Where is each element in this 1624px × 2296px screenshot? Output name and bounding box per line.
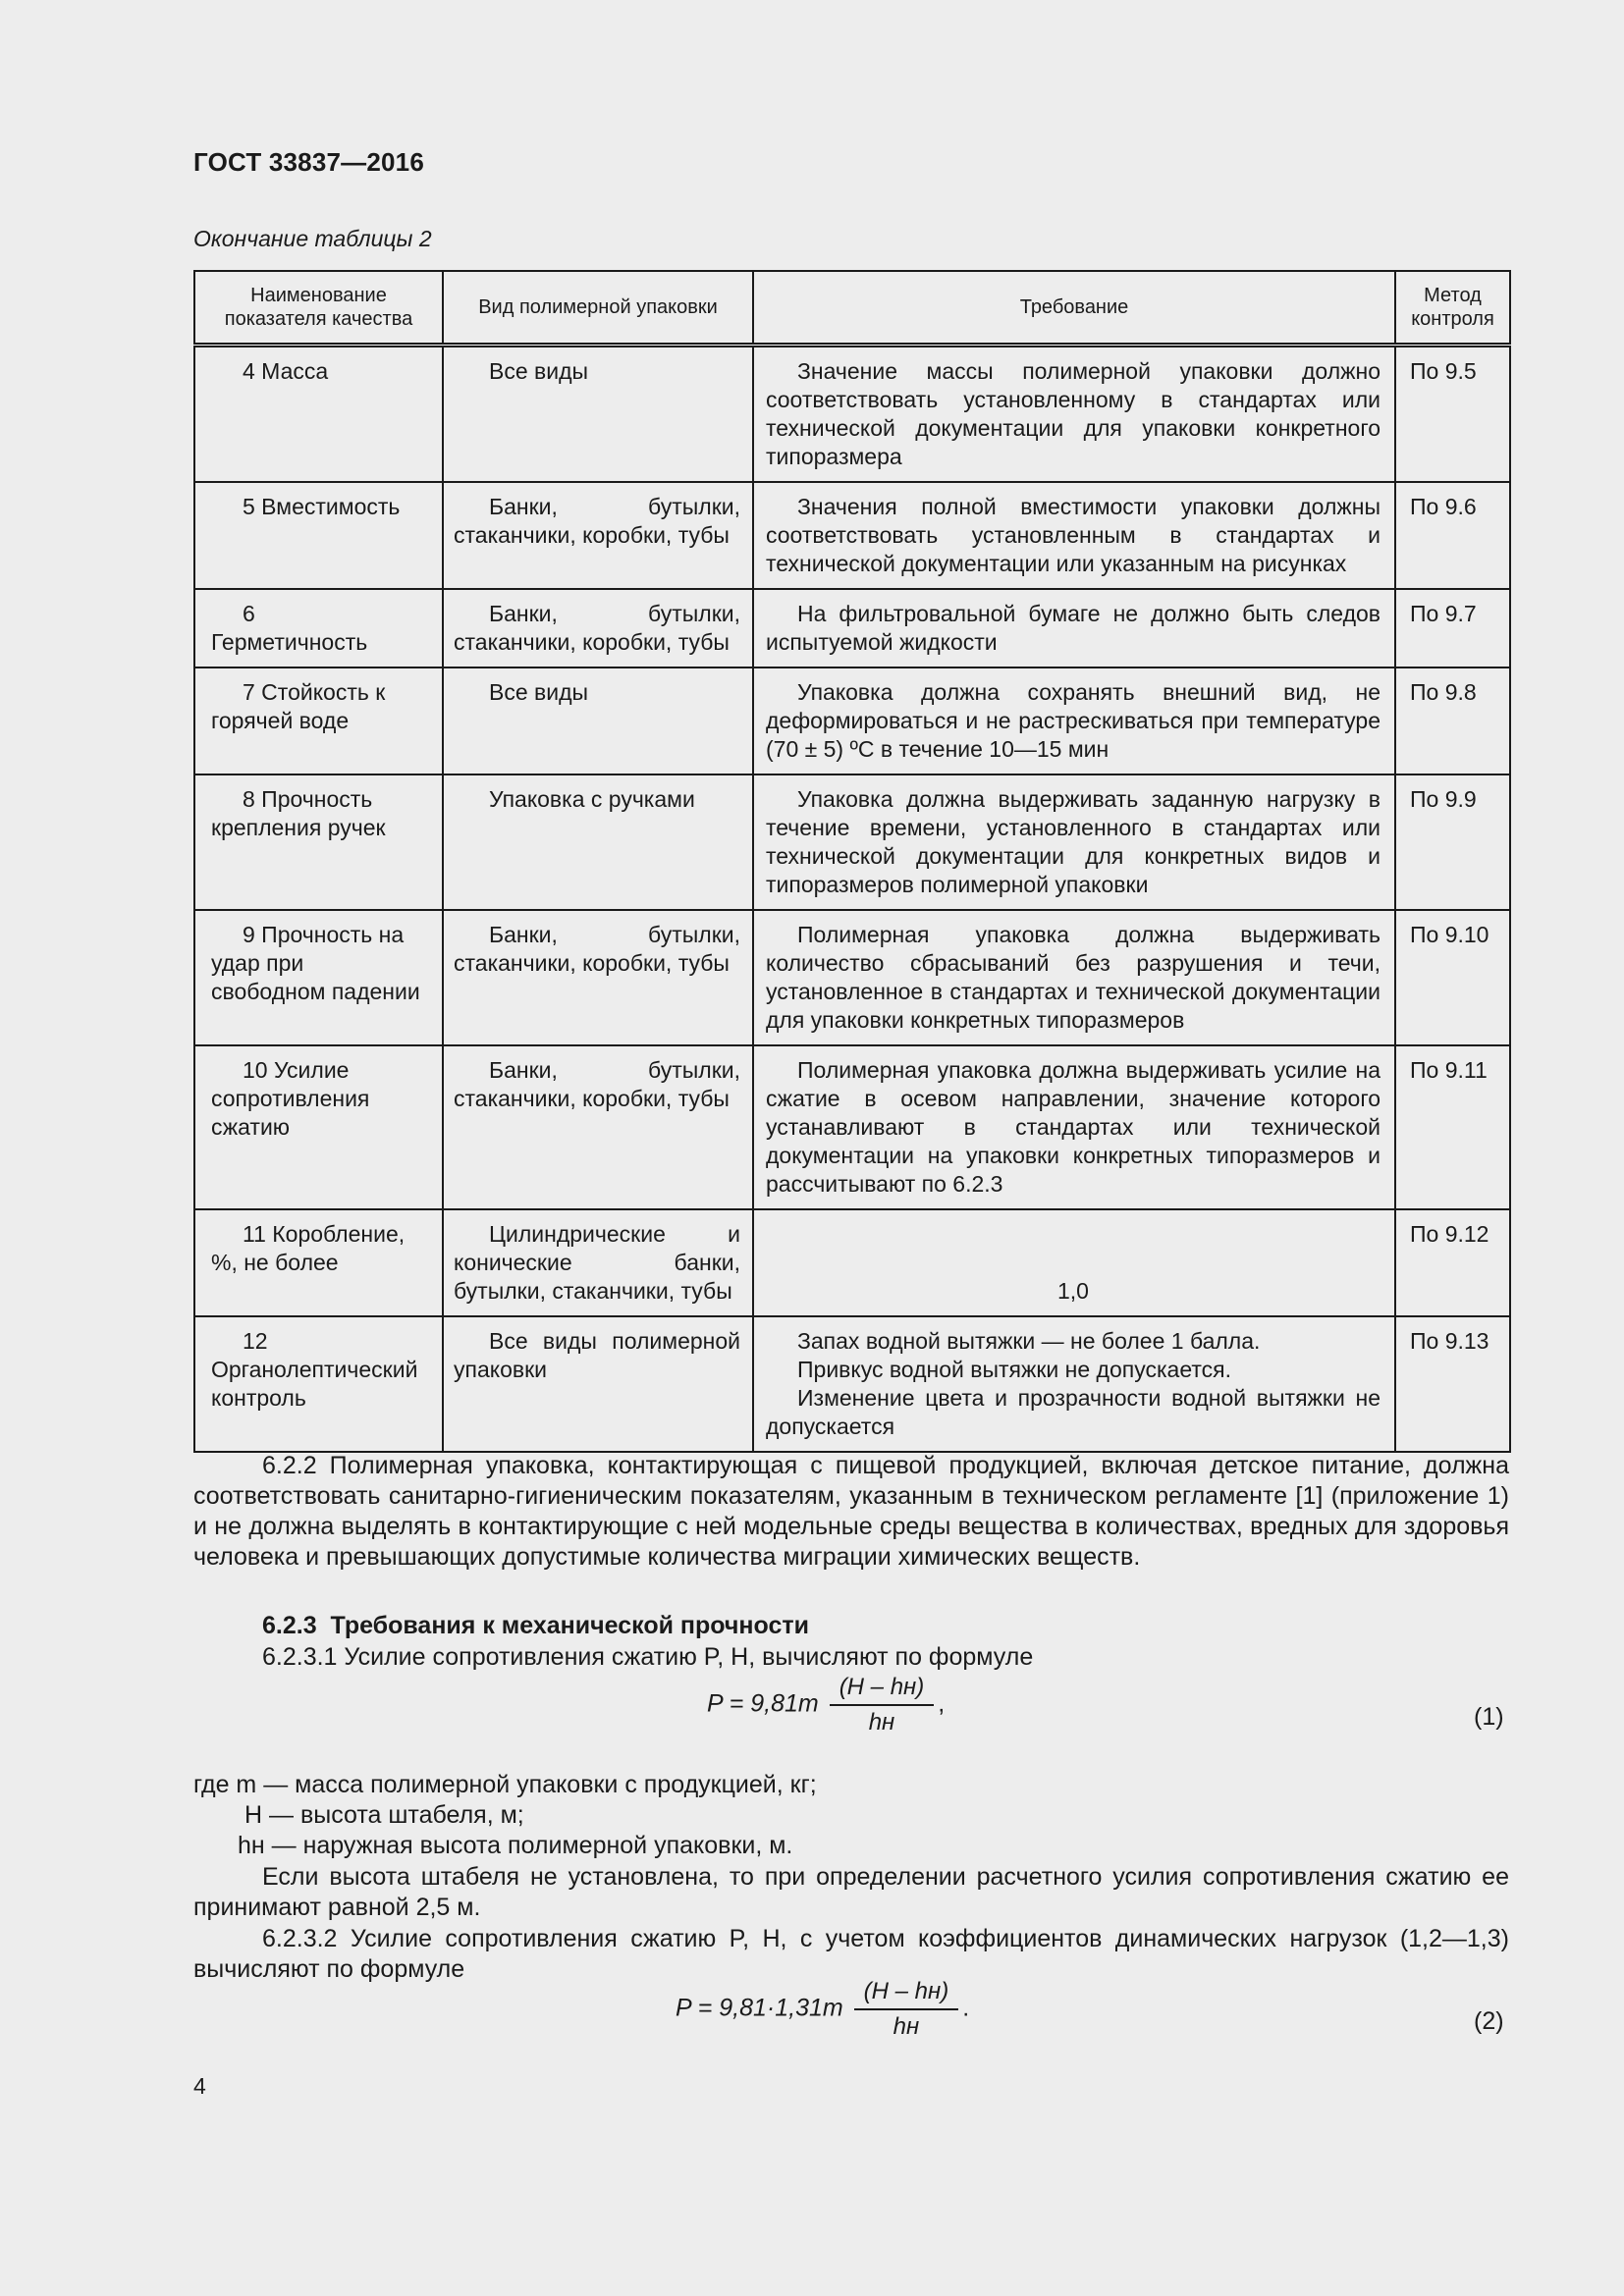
legend-m: где m — масса полимерной упаковки с продукцией, кг; — [193, 1771, 817, 1798]
legend-H: H — высота штабеля, м; — [244, 1801, 524, 1829]
cell-package-type: Упаковка с ручками — [443, 774, 753, 910]
cell-indicator: 9 Прочность на удар при свободном падении — [194, 910, 443, 1045]
cell-package-type: Цилиндрические и конические банки, бутылки, стаканчики, тубы — [443, 1209, 753, 1316]
table-row — [194, 1316, 1510, 1452]
cell-package-type: Банки, бутылки, стаканчики, коробки, тубы — [443, 482, 753, 589]
section-number: 6.2.3 — [262, 1612, 317, 1639]
cell-package-type: Банки, бутылки, стаканчики, коробки, тубы — [443, 910, 753, 1045]
cell-requirement: Значение массы полимерной упаковки должно соответствовать установленному в стандартах или технической документации для упаковки конкретного типоразмера — [753, 346, 1395, 483]
cell-method: По 9.13 — [1395, 1316, 1510, 1452]
cell-indicator: 7 Стойкость к горячей воде — [194, 667, 443, 774]
formula-1 — [707, 1674, 945, 1736]
section-title: Требования к механической прочности — [330, 1612, 809, 1639]
paragraph-default-height: Если высота штабеля не установлена, то при определении расчетного усилия сопротивления сжатию ее принимают равной 2,5 м. — [193, 1863, 1509, 1921]
formula-1-lhs: P = 9,81m — [707, 1689, 819, 1718]
cell-requirement: На фильтровальной бумаге не должно быть следов испытуемой жидкости — [753, 589, 1395, 667]
cell-requirement: Полимерная упаковка должна выдерживать усилие на сжатие в осевом направлении, значение которого устанавливают в стандартах или технической документации на упаковки конкретных типоразмеров и рассчитывают по 6.2.3 — [753, 1045, 1395, 1209]
cell-indicator: 5 Вместимость — [194, 482, 443, 589]
cell-indicator: 8 Прочность крепления ручек — [194, 774, 443, 910]
cell-indicator: 12 Органолептический контроль — [194, 1316, 443, 1452]
formula-1-number: (1) — [1474, 1703, 1504, 1731]
formula-2-lhs: P = 9,81·1,31m — [676, 1994, 843, 2022]
formula-2 — [676, 1978, 969, 2041]
cell-indicator: 11 Коробление, %, не более — [194, 1209, 443, 1316]
cell-package-type: Все виды полимерной упаковки — [443, 1316, 753, 1452]
table-row — [194, 910, 1510, 1045]
table-caption: Окончание таблицы 2 — [193, 226, 432, 251]
cell-requirement: Упаковка должна выдерживать заданную нагрузку в течение времени, установленного в стандартах или технической документации для конкретных видов и типоразмеров полимерной упаковки — [753, 774, 1395, 910]
cell-indicator: 10 Усилие сопротивления сжатию — [194, 1045, 443, 1209]
cell-requirement: Упаковка должна сохранять внешний вид, не деформироваться и не растрескиваться при температуре (70 ± 5) ºС в течение 10—15 мин — [753, 667, 1395, 774]
cell-method: По 9.10 — [1395, 910, 1510, 1045]
formula-1-denominator: hн — [868, 1709, 895, 1735]
table-row — [194, 1209, 1510, 1316]
table-row — [194, 1045, 1510, 1209]
paragraph-6-2-3-1: 6.2.3.1 Усилие сопротивления сжатию P, H, вычисляют по формуле — [262, 1643, 1034, 1671]
formula-2-number: (2) — [1474, 2007, 1504, 2035]
cell-package-type: Банки, бутылки, стаканчики, коробки, тубы — [443, 1045, 753, 1209]
cell-method: По 9.11 — [1395, 1045, 1510, 1209]
formula-2-fraction — [854, 1978, 959, 2041]
cell-indicator: 4 Масса — [194, 346, 443, 483]
table-row — [194, 346, 1510, 483]
cell-method: По 9.5 — [1395, 346, 1510, 483]
cell-indicator: 6 Герметичность — [194, 589, 443, 667]
document-header: ГОСТ 33837—2016 — [193, 147, 424, 177]
page-number: 4 — [193, 2073, 206, 2099]
formula-1-tail: , — [938, 1689, 946, 1718]
header-indicator: Наименование показателя качества — [194, 271, 443, 346]
table-row — [194, 482, 1510, 589]
cell-method: По 9.7 — [1395, 589, 1510, 667]
cell-requirement: Запах водной вытяжки — не более 1 балла. Привкус водной вытяжки не допускается. Изменение цвета и прозрачности водной вытяжки не допускается — [753, 1316, 1395, 1452]
paragraph-6-2-3-2: 6.2.3.2 Усилие сопротивления сжатию P, H, с учетом коэффициентов динамических нагрузок (1,2—1,3) вычисляют по формуле — [193, 1925, 1509, 1983]
cell-method: По 9.12 — [1395, 1209, 1510, 1316]
cell-package-type: Все виды — [443, 346, 753, 483]
cell-requirement: Полимерная упаковка должна выдерживать количество сбрасываний без разрушения и течи, установленное в стандартах и технической документации для упаковки конкретных типоразмеров — [753, 910, 1395, 1045]
formula-2-tail: . — [962, 1994, 970, 2022]
cell-method: По 9.6 — [1395, 482, 1510, 589]
cell-requirement: Значения полной вместимости упаковки должны соответствовать установленным в стандартах и технической документации или указанным на рисунках — [753, 482, 1395, 589]
header-method: Метод контроля — [1395, 271, 1510, 346]
formula-1-numerator: (H – hн) — [830, 1674, 935, 1706]
formula-1-fraction — [830, 1674, 935, 1736]
legend-h: hн — наружная высота полимерной упаковки, м. — [238, 1832, 793, 1859]
section-6-2-3-title — [193, 1611, 1509, 1641]
header-package-type: Вид полимерной упаковки — [443, 271, 753, 346]
table-row — [194, 774, 1510, 910]
table-header-row — [194, 271, 1510, 346]
table-row — [194, 667, 1510, 774]
cell-package-type: Банки, бутылки, стаканчики, коробки, тубы — [443, 589, 753, 667]
cell-package-type: Все виды — [443, 667, 753, 774]
requirements-table — [193, 270, 1511, 1453]
formula-2-denominator: hн — [893, 2013, 920, 2040]
paragraph-6-2-2: 6.2.2 Полимерная упаковка, контактирующая с пищевой продукцией, включая детское питание, должна соответствовать санитарно-гигиеническим показателям, указанным в техническом регламенте [1] (приложение 1) и не должна выделять в контактирующие с ней модельные среды вещества в количествах, вредных для здоровья человека и превышающих допустимые количества миграции химических веществ. — [193, 1452, 1509, 1571]
table-row — [194, 589, 1510, 667]
cell-method: По 9.9 — [1395, 774, 1510, 910]
formula-2-numerator: (H – hн) — [854, 1978, 959, 2010]
cell-method: По 9.8 — [1395, 667, 1510, 774]
cell-requirement: 1,0 — [753, 1209, 1395, 1316]
header-requirement: Требование — [753, 271, 1395, 346]
legend-list — [193, 1770, 1509, 1861]
